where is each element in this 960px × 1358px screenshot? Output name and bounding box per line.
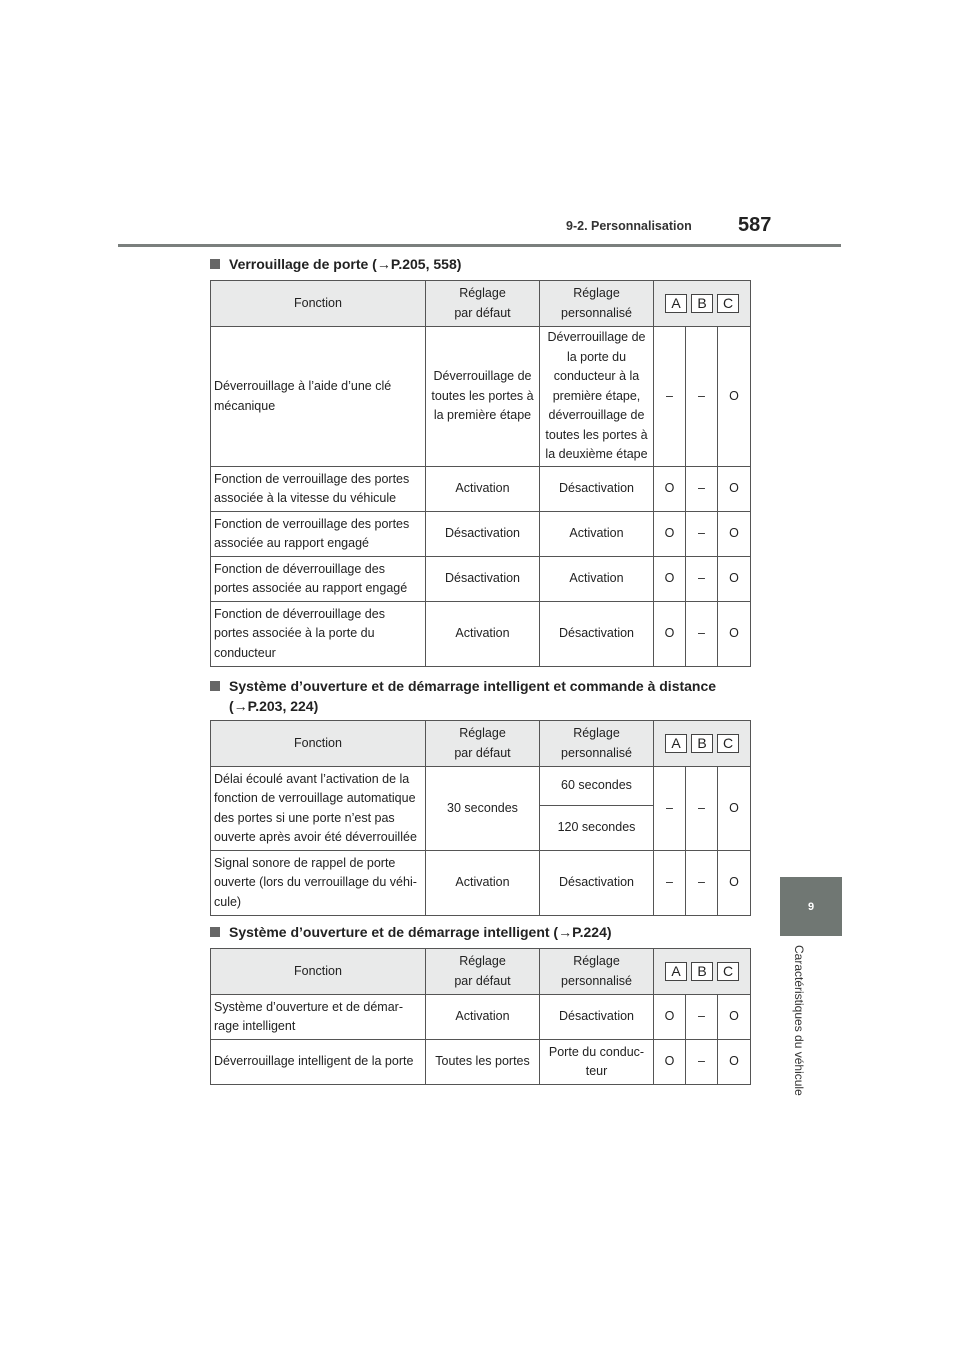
letter-b-icon: B [691, 294, 713, 313]
col-perso: Réglage personnalisé [540, 721, 654, 767]
col-fonction: Fonction [211, 721, 426, 767]
cell-b: – [686, 1040, 718, 1085]
section-heading: 9-2. Personnalisation [566, 219, 692, 233]
table-ouverture [210, 948, 751, 1085]
cell-perso: Activation [540, 512, 654, 557]
header-divider [118, 244, 841, 247]
section-title-verrouillage: Verrouillage de porte (→P.205, 558) [211, 254, 461, 274]
table-verrouillage [210, 280, 751, 667]
table-row [211, 467, 751, 512]
cell-fonction: Signal sonore de rappel de porte ouverte (lors du verrouillage du véhi- cule) [211, 851, 426, 916]
col-defaut: Réglage par défaut [426, 281, 540, 327]
table-header-row [211, 949, 751, 995]
cell-a: O [654, 467, 686, 512]
cell-b: – [686, 851, 718, 916]
cell-perso: Désactivation [540, 467, 654, 512]
cell-perso: Désactivation [540, 602, 654, 667]
cell-defaut: Désactivation [426, 512, 540, 557]
cell-fonction: Délai écoulé avant l’activation de la fonction de verrouillage automatique des portes si une porte n’est pas ouverte après avoir été déverrouillée [211, 767, 426, 851]
cell-c: O [718, 767, 751, 851]
table-header-row [211, 721, 751, 767]
cell-b: – [686, 512, 718, 557]
cell-b: – [686, 467, 718, 512]
chapter-title: Caractéristiques du véhicule [792, 945, 806, 1096]
letter-c-icon: C [717, 962, 739, 981]
col-defaut: Réglage par défaut [426, 949, 540, 995]
col-fonction: Fonction [211, 281, 426, 327]
table-header-row [211, 281, 751, 327]
col-perso: Réglage personnalisé [540, 949, 654, 995]
chapter-tab [780, 877, 842, 936]
cell-b: – [686, 995, 718, 1040]
table-row [211, 767, 751, 806]
cell-a: – [654, 327, 686, 467]
table-row [211, 327, 751, 467]
cell-perso: Désactivation [540, 995, 654, 1040]
letter-b-icon: B [691, 962, 713, 981]
cell-defaut: Activation [426, 467, 540, 512]
cell-c: O [718, 512, 751, 557]
chapter-number: 9 [807, 900, 815, 913]
cell-c: O [718, 602, 751, 667]
letter-a-icon: A [665, 962, 687, 981]
cell-fonction: Déverrouillage intelligent de la porte [211, 1040, 426, 1085]
col-defaut: Réglage par défaut [426, 721, 540, 767]
letter-c-icon: C [717, 734, 739, 753]
cell-perso: Porte du conduc- teur [540, 1040, 654, 1085]
cell-defaut: Déverrouillage de toutes les portes à la première étape [426, 327, 540, 467]
table-row [211, 1040, 751, 1085]
cell-fonction: Fonction de déverrouillage des portes associée au rapport engagé [211, 557, 426, 602]
col-perso: Réglage personnalisé [540, 281, 654, 327]
cell-c: O [718, 557, 751, 602]
col-abc [654, 721, 751, 767]
cell-fonction: Déverrouillage à l’aide d’une clé mécanique [211, 327, 426, 467]
table-row [211, 512, 751, 557]
page-number: 587 [738, 214, 772, 236]
cell-a: – [654, 767, 686, 851]
cell-perso: Déverrouillage de la porte du conducteur à la première étape, déverrouillage de toutes les portes à la deuxième étape [540, 327, 654, 467]
cell-perso-option: 120 secondes [540, 806, 654, 851]
cell-a: O [654, 602, 686, 667]
cell-defaut: Activation [426, 851, 540, 916]
cell-defaut: Activation [426, 995, 540, 1040]
cell-defaut: Toutes les portes [426, 1040, 540, 1085]
bullet-square-icon [210, 681, 220, 691]
cell-defaut: 30 secondes [426, 767, 540, 851]
letter-a-icon: A [665, 294, 687, 313]
section-title-ouverture-commande: Système d’ouverture et de démarrage intelligent et commande à distance (→P.203, 224) [211, 676, 716, 716]
cell-defaut: Activation [426, 602, 540, 667]
section-title-ouverture: Système d’ouverture et de démarrage intelligent (→P.224) [211, 922, 612, 942]
cell-fonction: Fonction de verrouillage des portes associée au rapport engagé [211, 512, 426, 557]
col-fonction: Fonction [211, 949, 426, 995]
cell-c: O [718, 467, 751, 512]
cell-b: – [686, 327, 718, 467]
cell-defaut: Désactivation [426, 557, 540, 602]
cell-a: O [654, 512, 686, 557]
cell-c: O [718, 327, 751, 467]
col-abc [654, 281, 751, 327]
cell-a: O [654, 1040, 686, 1085]
cell-b: – [686, 602, 718, 667]
cell-perso-option: 60 secondes [540, 767, 654, 806]
letter-c-icon: C [717, 294, 739, 313]
bullet-square-icon [210, 927, 220, 937]
cell-b: – [686, 557, 718, 602]
letter-b-icon: B [691, 734, 713, 753]
cell-a: – [654, 851, 686, 916]
cell-fonction: Système d’ouverture et de démar- rage intelligent [211, 995, 426, 1040]
table-ouverture-commande [210, 720, 751, 916]
cell-perso: Désactivation [540, 851, 654, 916]
col-abc [654, 949, 751, 995]
cell-b: – [686, 767, 718, 851]
cell-c: O [718, 1040, 751, 1085]
bullet-square-icon [210, 259, 220, 269]
table-row [211, 851, 751, 916]
cell-c: O [718, 995, 751, 1040]
table-row [211, 602, 751, 667]
cell-c: O [718, 851, 751, 916]
table-row [211, 995, 751, 1040]
cell-fonction: Fonction de déverrouillage des portes associée à la porte du conducteur [211, 602, 426, 667]
cell-a: O [654, 995, 686, 1040]
cell-perso: Activation [540, 557, 654, 602]
cell-fonction: Fonction de verrouillage des portes associée à la vitesse du véhicule [211, 467, 426, 512]
cell-a: O [654, 557, 686, 602]
letter-a-icon: A [665, 734, 687, 753]
table-row [211, 557, 751, 602]
